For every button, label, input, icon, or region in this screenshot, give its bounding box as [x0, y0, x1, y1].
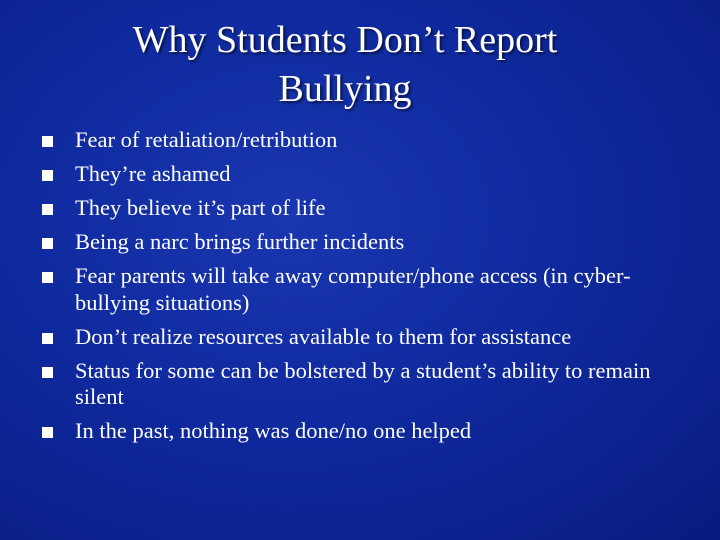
bullet-text: Fear parents will take away computer/phone access (in cyber-bullying situations): [75, 263, 631, 315]
list-item: [42, 263, 682, 316]
title-line-2: Bullying: [278, 68, 412, 110]
bullet-text: Status for some can be bolstered by a student’s ability to remain silent: [75, 357, 651, 409]
list-item: [42, 358, 682, 411]
list-item: [42, 229, 682, 256]
square-bullet-icon: [42, 238, 53, 249]
list-item: [42, 195, 682, 222]
bullet-text: Being a narc brings further incidents: [75, 229, 405, 254]
square-bullet-icon: [42, 272, 53, 283]
list-item: [42, 161, 682, 188]
bullet-text: Don’t realize resources available to them for assistance: [75, 323, 572, 349]
slide-title: [30, 16, 660, 114]
bullet-text: They’re ashamed: [75, 161, 231, 186]
bullet-text: Fear of retaliation/retribution: [75, 127, 338, 152]
list-item: [42, 127, 682, 154]
square-bullet-icon: [42, 136, 53, 147]
list-item: [42, 324, 682, 351]
square-bullet-icon: [42, 333, 53, 344]
square-bullet-icon: [42, 427, 53, 438]
list-item: [42, 418, 682, 445]
title-line-1: Why Students Don’t Report: [132, 19, 558, 61]
bullet-text: They believe it’s part of life: [75, 195, 326, 220]
square-bullet-icon: [42, 204, 53, 215]
square-bullet-icon: [42, 367, 53, 378]
square-bullet-icon: [42, 170, 53, 181]
bullet-list: [42, 127, 682, 452]
bullet-text: In the past, nothing was done/no one helped: [75, 418, 472, 443]
